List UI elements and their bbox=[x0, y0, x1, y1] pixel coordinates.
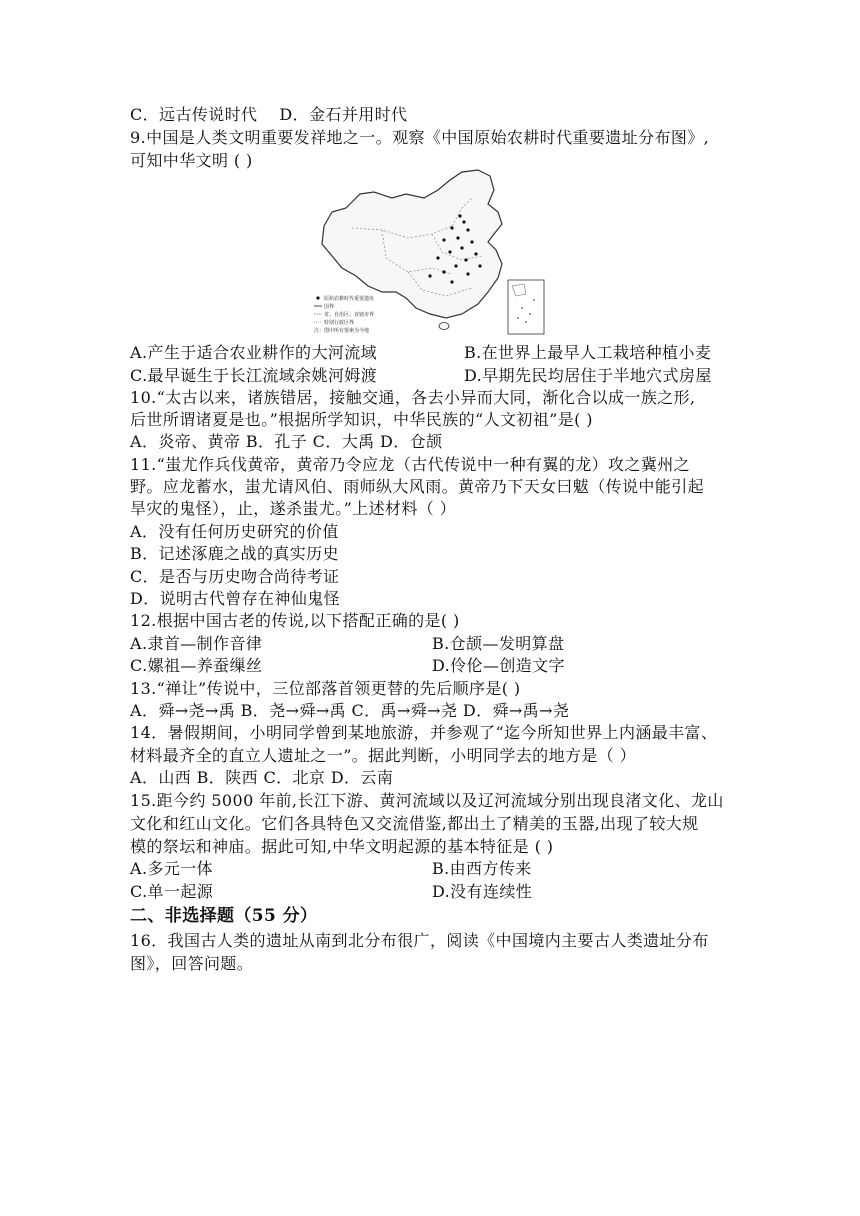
q9-option-b: B.在世界上最早人工栽培种植小麦 bbox=[464, 343, 712, 362]
q12-option-b: B.仓颉—发明算盘 bbox=[432, 634, 565, 653]
q14-options: A．山西 B．陕西 C．北京 D．云南 bbox=[130, 768, 394, 787]
q11-option-a: A．没有任何历史研究的价值 bbox=[130, 522, 339, 541]
q16-line1: 16．我国古人类的遗址从南到北分布很广，阅读《中国境内主要古人类遗址分布 bbox=[130, 931, 709, 950]
legend-note: 注：图中所有要素为今地 bbox=[314, 328, 370, 334]
q11-line1: 11.“蚩尤作兵伐黄帝，黄帝乃令应龙（古代传说中一种有翼的龙）攻之冀州之 bbox=[130, 455, 691, 474]
q12-option-d: D.伶伦—创造文字 bbox=[432, 656, 565, 675]
q8-options-cd bbox=[130, 104, 407, 126]
q15-line3: 模的祭坛和神庙。据此可知,中华文明起源的基本特征是 ( ) bbox=[130, 837, 554, 856]
q15-option-a: A.多元一体 bbox=[130, 859, 214, 878]
q9-stem-line2: 可知中华文明 ( ) bbox=[130, 151, 253, 170]
q9-option-d: D.早期先民均居住于半地穴式房屋 bbox=[464, 366, 712, 385]
legend-row-3: 省、自治区、直辖市界 bbox=[324, 312, 375, 318]
map-svg bbox=[312, 168, 548, 338]
q12-option-a: A.隶首—制作音律 bbox=[130, 634, 263, 653]
q9-option-a: A.产生于适合农业耕作的大河流域 bbox=[130, 343, 378, 362]
q12-option-c: C.嫘祖—养蚕缫丝 bbox=[130, 656, 263, 675]
section2-heading: 二、非选择题（55 分） bbox=[130, 906, 318, 926]
legend-row-1: 原始农耕时代重要遗址 bbox=[324, 296, 375, 302]
q12-stem: 12.根据中国古老的传说,以下搭配正确的是( ) bbox=[130, 611, 460, 630]
q15-line2: 文化和红山文化。它们各具特色又交流借鉴,都出土了精美的玉器,出现了较大规 bbox=[130, 814, 699, 833]
q16-line2: 图》，回答问题。 bbox=[130, 954, 254, 973]
q10-options: A．炎帝、黄帝 B．孔子 C．大禹 D．仓颉 bbox=[130, 432, 443, 451]
q13-stem: 13.“禅让”传说中，三位部落首领更替的先后顺序是( ) bbox=[130, 679, 521, 698]
q11-option-c: C．是否与历史吻合尚待考证 bbox=[130, 567, 340, 586]
q11-option-b: B．记述涿鹿之战的真实历史 bbox=[130, 544, 339, 563]
q15-option-c: C.单一起源 bbox=[130, 882, 214, 901]
south-china-sea-inset bbox=[508, 280, 544, 334]
q11-option-d: D．说明古代曾存在神仙鬼怪 bbox=[130, 589, 341, 608]
map-legend bbox=[314, 295, 374, 334]
q15-option-b: B.由西方传来 bbox=[432, 859, 532, 878]
q8-option-c: C．远古传说时代 bbox=[130, 105, 258, 124]
q8-option-d: D．金石并用时代 bbox=[279, 105, 408, 124]
q9-stem-line1: 9.中国是人类文明重要发祥地之一。观察《中国原始农耕时代重要遗址分布图》, bbox=[130, 128, 710, 147]
q14-line1: 14．暑假期间，小明同学曾到某地旅游，并参观了“迄今所知世界上内涵最丰富、 bbox=[130, 723, 718, 742]
q15-option-d: D.没有连续性 bbox=[432, 882, 533, 901]
q10-line1: 10.“太古以来，诸族错居，接触交通，各去小异而大同，渐化合以成一族之形, bbox=[130, 388, 696, 407]
q14-line2: 材料最齐全的直立人遗址之一”。据此判断，小明同学去的地方是（ ） bbox=[130, 746, 637, 765]
q11-line2: 野。应龙蓄水，蚩尤请风伯、雨师纵大风雨。黄帝乃下天女曰魃（传说中能引起 bbox=[130, 477, 705, 496]
q15-line1: 15.距今约 5000 年前,长江下游、黄河流域以及辽河流域分别出现良渚文化、龙山 bbox=[130, 791, 724, 810]
q11-line3: 旱灾的鬼怪），止，遂杀蚩尤。”上述材料（ ） bbox=[130, 499, 457, 518]
legend-row-4: 特别行政区界 bbox=[324, 320, 355, 326]
q13-options: A．舜→尧→禹 B．尧→舜→禹 C．禹→舜→尧 D．舜→禹→尧 bbox=[130, 701, 570, 720]
china-neolithic-sites-map bbox=[312, 168, 548, 338]
q9-option-c: C.最早诞生于长江流域余姚河姆渡 bbox=[130, 366, 378, 385]
legend-row-2: 国界 bbox=[324, 304, 335, 310]
q10-line2: 后世所谓诸夏是也。”根据所学知识，中华民族的“人文初祖”是( ) bbox=[130, 410, 593, 429]
